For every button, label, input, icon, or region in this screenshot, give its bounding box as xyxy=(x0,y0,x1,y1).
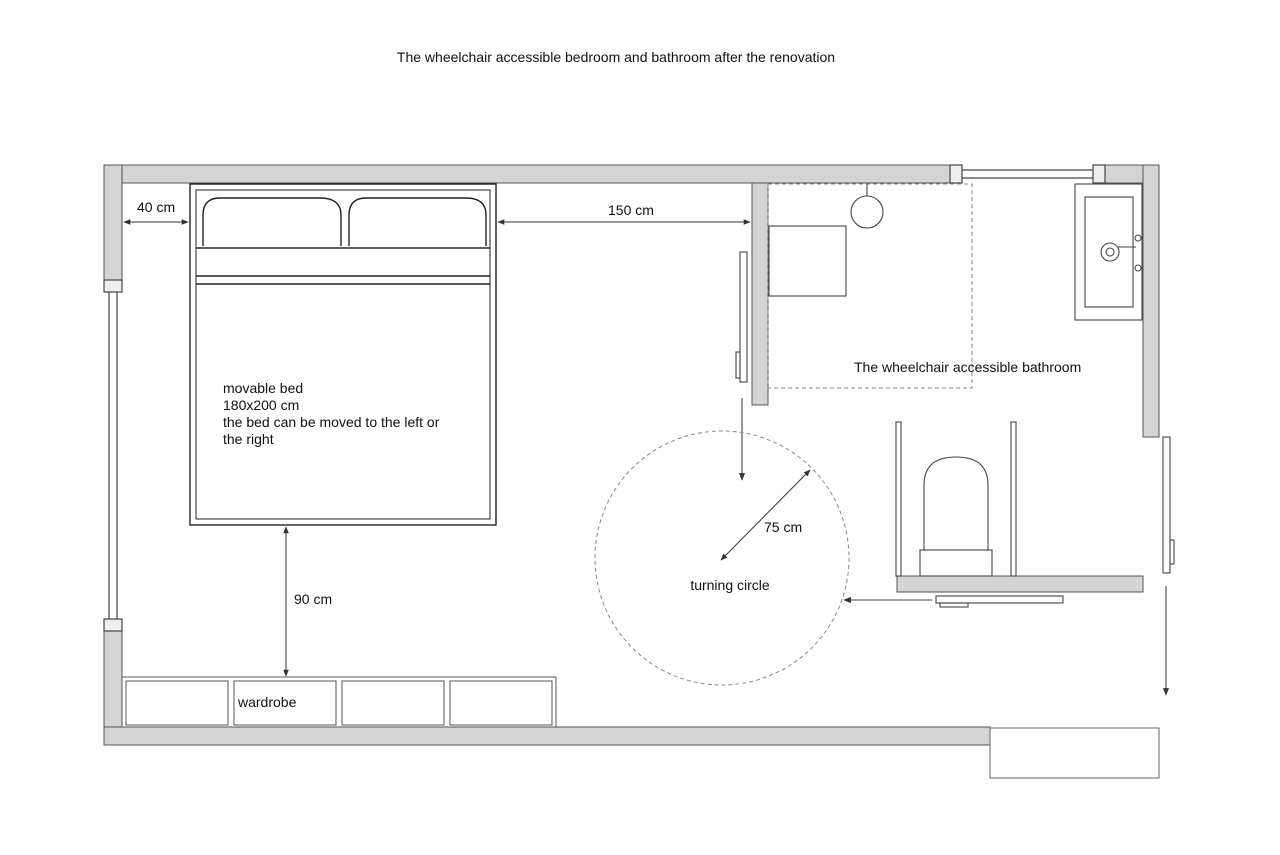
shower-area xyxy=(768,184,972,388)
label-left-gap: 40 cm xyxy=(137,199,176,215)
outer-walls xyxy=(104,165,1159,745)
left-wall-top xyxy=(104,165,122,281)
right-wall xyxy=(1143,165,1159,437)
bottom-wall xyxy=(104,727,990,745)
sink xyxy=(1075,184,1142,320)
bed-label-line3: the bed can be moved to the left or xyxy=(223,414,440,430)
bed-label-line1: movable bed xyxy=(223,380,304,396)
turning-circle-label: turning circle xyxy=(690,577,770,593)
window-top xyxy=(950,165,1105,183)
pillow-right xyxy=(349,198,486,246)
shower-head-icon xyxy=(851,196,883,228)
shower-fixtures xyxy=(769,184,883,296)
partition-wall xyxy=(752,183,768,405)
top-wall-left xyxy=(104,165,950,183)
grab-bar-left xyxy=(896,422,901,576)
faucet-icon xyxy=(1101,243,1119,261)
bed-label-line4: the right xyxy=(223,431,274,447)
plan-title: The wheelchair accessible bedroom and bathroom after the renovation xyxy=(396,49,836,65)
label-foot-gap: 90 cm xyxy=(294,591,333,607)
bed xyxy=(190,184,496,525)
toilet xyxy=(896,422,1016,576)
label-right-gap: 150 cm xyxy=(608,202,654,218)
pillow-left xyxy=(203,198,341,246)
turning-circle xyxy=(595,431,849,685)
dimension-lines xyxy=(124,222,810,676)
sliding-door-bathroom xyxy=(844,596,1063,607)
bed-label-line2: 180x200 cm xyxy=(223,397,300,413)
dim-turning-radius xyxy=(721,470,810,560)
wardrobe-label: wardrobe xyxy=(238,694,297,710)
sliding-door-bedroom xyxy=(736,252,747,480)
toilet-bowl-icon xyxy=(924,457,988,550)
sliding-door-exterior xyxy=(1163,437,1174,695)
bathroom-label: The wheelchair accessible bathroom xyxy=(854,359,1082,375)
shower-seat xyxy=(769,226,846,296)
wardrobe xyxy=(122,677,556,727)
entrance-area xyxy=(990,728,1159,778)
grab-bar-right xyxy=(1011,422,1016,576)
bathroom-lower-wall xyxy=(897,576,1143,592)
window-left xyxy=(104,280,122,631)
label-turning-radius: 75 cm xyxy=(764,519,803,535)
